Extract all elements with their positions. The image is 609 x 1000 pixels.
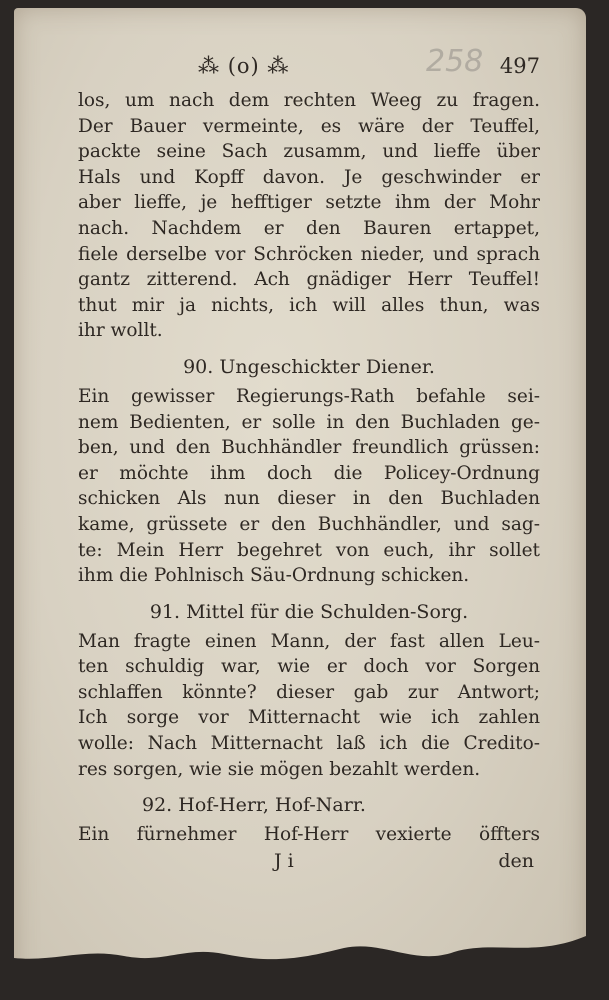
text-line: ihr wollt. [78, 320, 163, 342]
story-89-ending [78, 88, 540, 344]
text-line: gantz zitterend. Ach gnädiger Herr Teuffel! [78, 269, 540, 291]
text-line: nach. Nachdem er den Bauren ertappet, [78, 217, 540, 239]
torn-edge [14, 918, 586, 988]
story-92-title: 92. Hof-Herr, Hof-Narr. [142, 794, 366, 817]
text-line: packte seine Sach zusamm, und lieffe über [78, 141, 540, 163]
text-line: Hals und Kopff davon. Je geschwinder er [78, 166, 540, 188]
story-91-title: 91. Mittel für die Schulden-Sorg. [149, 600, 469, 623]
text-line: thut mir ja nichts, ich will alles thun, was [78, 294, 540, 316]
catchword: den [498, 849, 534, 872]
text-line: ten schuldig war, wie er doch vor Sorgen [78, 656, 540, 678]
text-line: er möchte ihm doch die Policey-Ordnung [78, 462, 540, 484]
page-header [78, 44, 540, 88]
text-line: Ich sorge vor Mitternacht wie ich zahlen [78, 707, 540, 729]
book-page [14, 8, 586, 988]
story-90-body [78, 384, 540, 589]
text-line: nem Bedienten, er solle in den Buchladen ge- [78, 411, 540, 433]
page-footer [78, 850, 540, 876]
text-line: ihm die Pohlnisch Säu-Ordnung schicken. [78, 565, 470, 587]
pencil-mark: 258 [426, 44, 484, 79]
text-line: res sorgen, wie sie mögen bezahlt werden. [78, 758, 481, 780]
text-line: Ein gewisser Regierungs-Rath befahle sei- [78, 385, 540, 407]
text-line: Ein fürnehmer Hof-Herr vexierte öffters [78, 824, 540, 846]
running-head: (o) [227, 54, 260, 78]
text-line: Der Bauer vermeinte, es wäre der Teuffel, [78, 115, 540, 137]
story-92-body [78, 822, 540, 848]
page-text [78, 44, 540, 875]
signature-mark: Ji [274, 849, 300, 872]
text-line: schicken Als nun dieser in den Buchladen [78, 488, 540, 510]
text-line: Man fragte einen Mann, der fast allen Leu- [78, 630, 540, 652]
page-number: 497 [499, 54, 540, 78]
story-90-title: 90. Ungeschickter Diener. [183, 355, 435, 378]
story-91-body [78, 629, 540, 783]
text-line: aber lieffe, je hefftiger setzte ihm der Mohr [78, 192, 540, 214]
text-line: los, um nach dem rechten Weeg zu fragen. [78, 90, 540, 111]
text-line: te: Mein Herr begehret von euch, ihr sollet [78, 539, 540, 561]
text-line: ben, und den Buchhändler freundlich grüssen: [78, 437, 540, 459]
text-line: fiele derselbe vor Schröcken nieder, und sprach [78, 243, 540, 265]
text-line: schlaffen könnte? dieser gab zur Antwort; [78, 681, 540, 703]
text-line: wolle: Nach Mitternacht laß ich die Credito- [78, 733, 540, 755]
running-head-ornament: ⁂ (o) ⁂ [198, 54, 290, 78]
text-line: kame, grüssete er den Buchhändler, und sag- [78, 513, 540, 535]
